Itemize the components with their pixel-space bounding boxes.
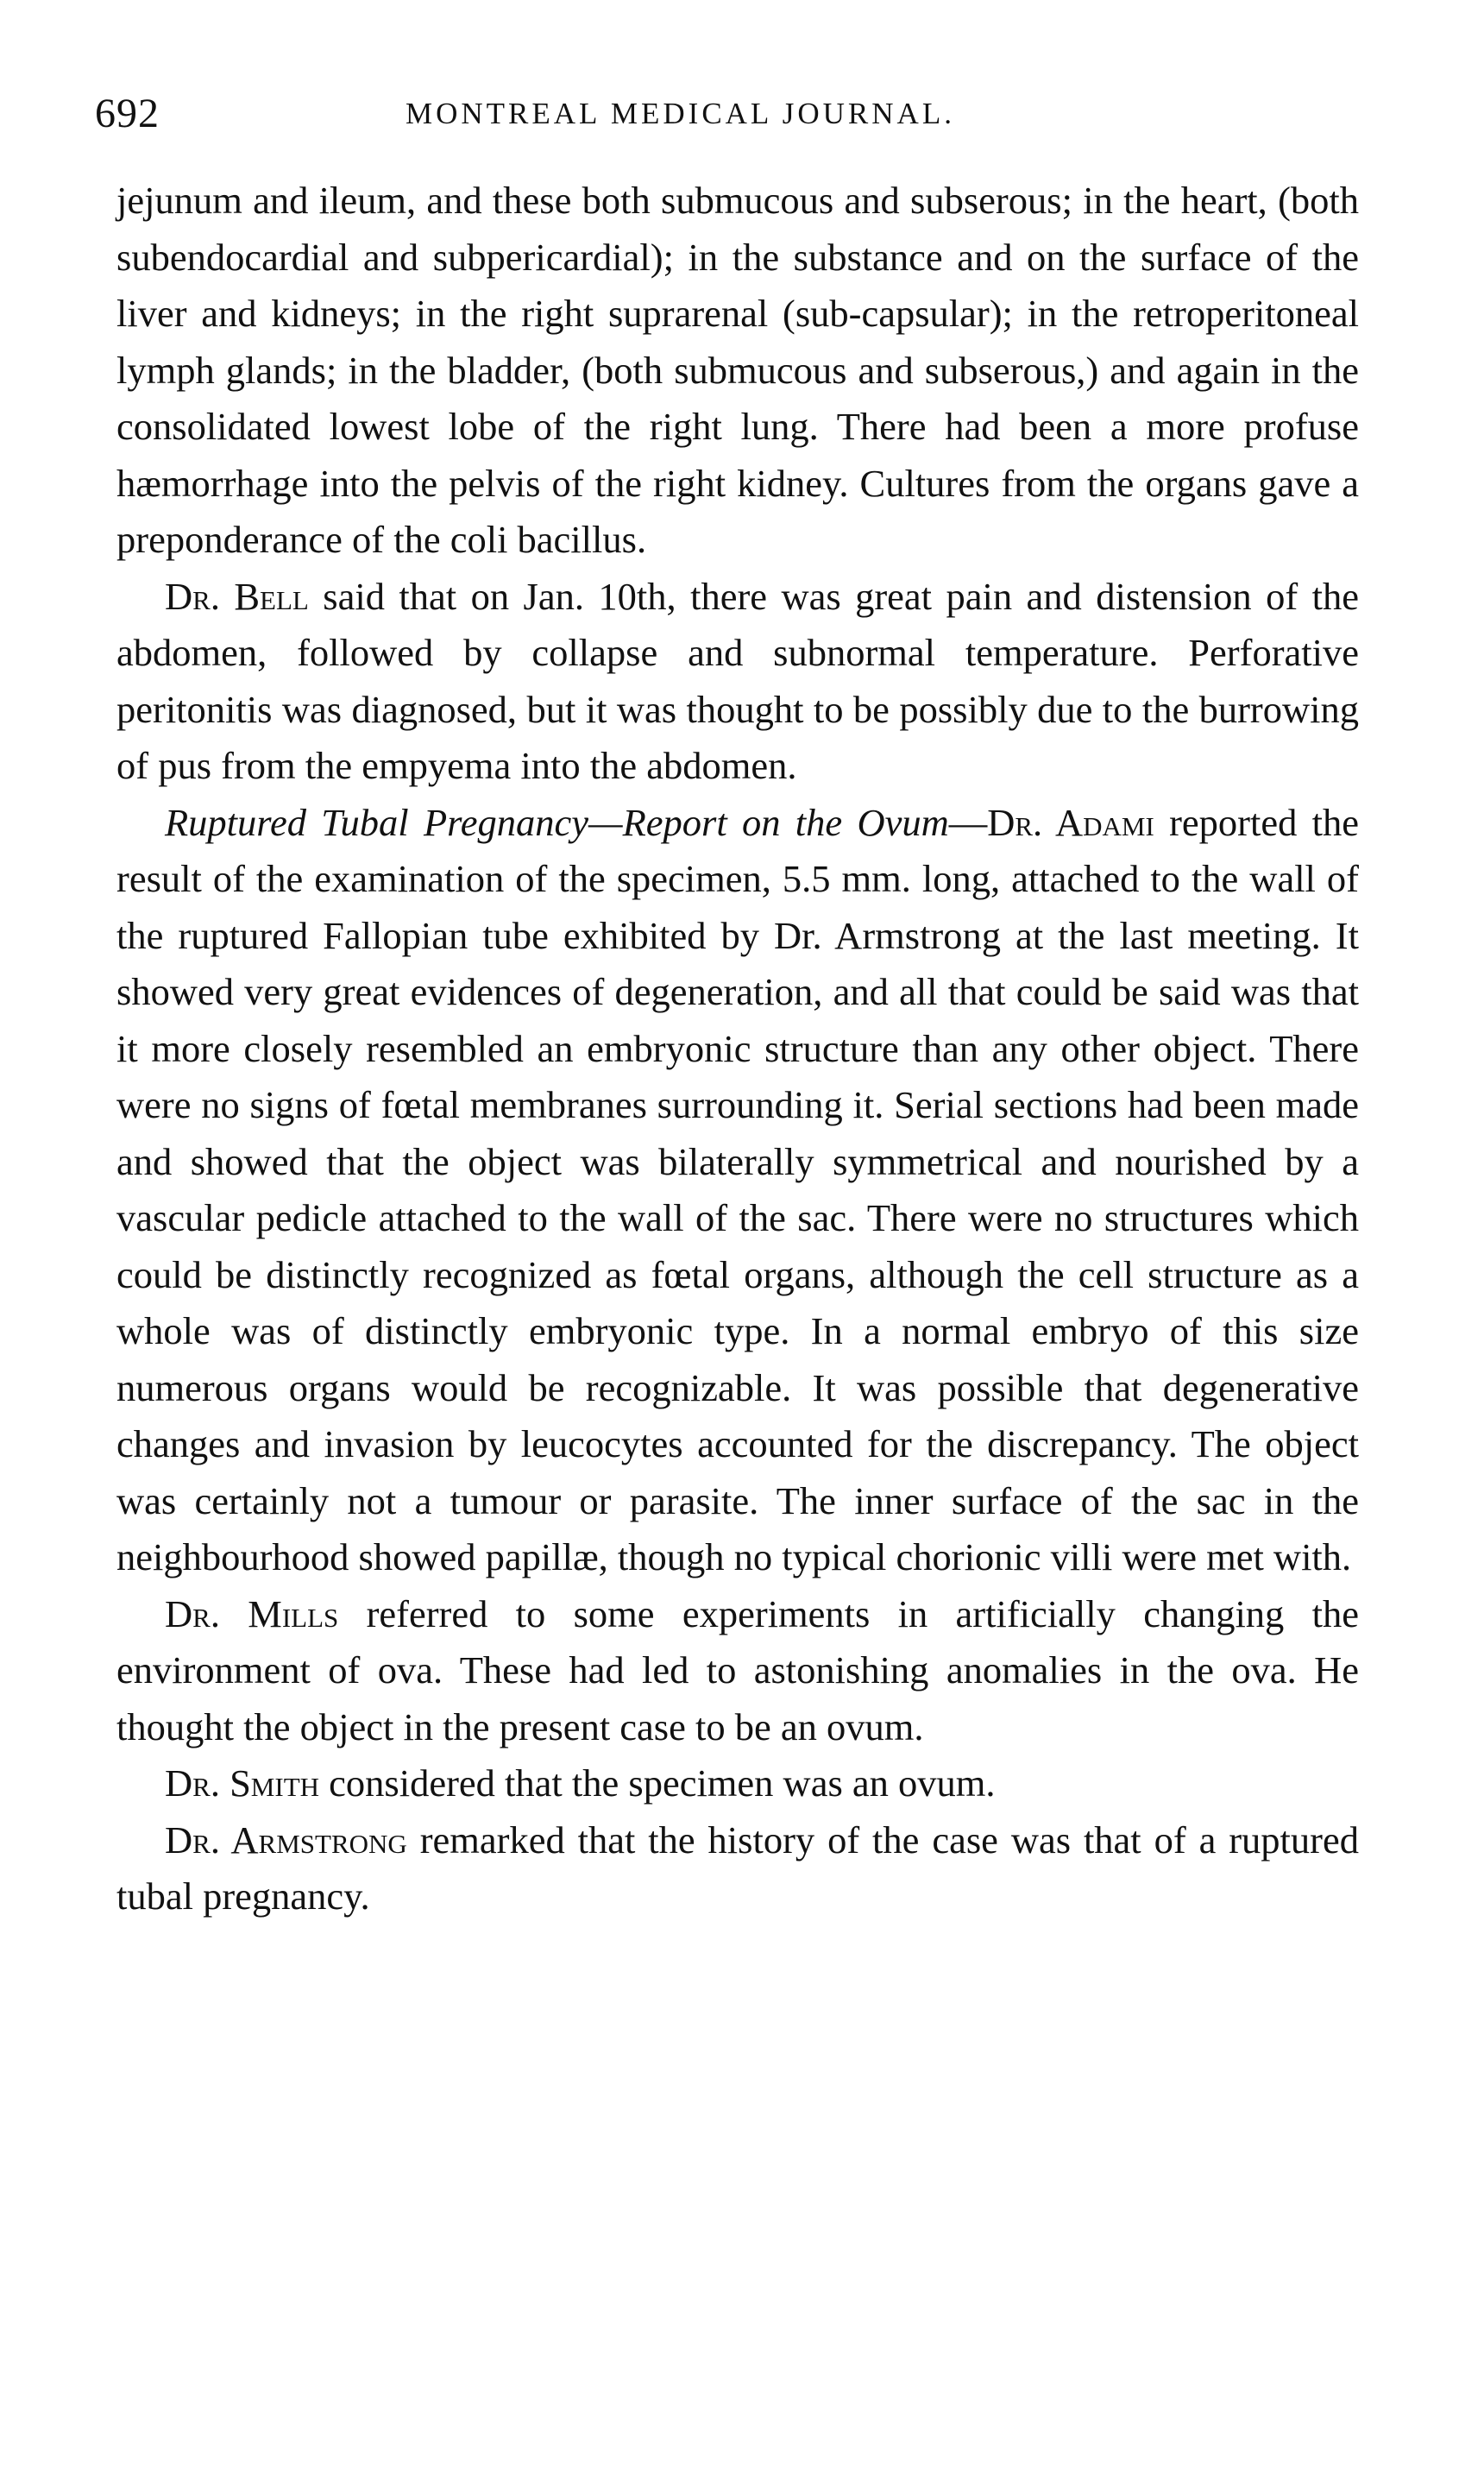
paragraph-text: considered that the specimen was an ovum. — [319, 1761, 996, 1805]
paragraph-text: jejunum and ileum, and these both submucous and subserous; in the heart, (both subendocardial and subpericardial); in the substance and on the surface of the liver and kidneys; in the right suprarenal (sub-capsular); in the retroperitoneal lymph glands; in the bladder, (both submucous and subserous,) and again in the consolidated lowest lobe of the right lung. There had been a more profuse hæmorrhage into the pelvis of the right kidney. Cultures from the organs gave a preponderance of the coli bacillus. — [116, 179, 1359, 561]
speaker-name: Dr. Smith — [165, 1761, 320, 1805]
page-header — [95, 85, 1372, 145]
section-title: Ruptured Tubal Pregnancy—Report on the Ovum — [165, 800, 949, 844]
speaker-name: Dr. Adami — [987, 800, 1154, 844]
paragraph-dr-armstrong — [116, 1812, 1359, 1925]
paragraph-dr-smith — [116, 1755, 1359, 1812]
paragraph-text: remarked that the history of the case was that of a ruptured tubal pregnancy. — [116, 1818, 1359, 1918]
title-dash: — — [948, 800, 988, 844]
running-head: MONTREAL MEDICAL JOURNAL. — [406, 97, 955, 130]
paragraph-dr-mills — [116, 1586, 1359, 1756]
body-text — [116, 173, 1359, 1925]
speaker-name: Dr. Mills — [165, 1591, 339, 1635]
paragraph-dr-bell — [116, 569, 1359, 795]
paragraph-ruptured-tubal-pregnancy — [116, 795, 1359, 1586]
paragraph-text: said that on Jan. 10th, there was great pain and distension of the abdomen, followed by collapse and subnormal temperature. Perforative peritonitis was diagnosed, but it was thought to be possibly due to the burrowing of pus from the empyema into the abdomen. — [116, 574, 1359, 787]
speaker-name: Dr. Bell — [165, 574, 309, 618]
paragraph-text: reported the result of the examination of the specimen, 5.5 mm. long, attached to the wall of the ruptured Fallopian tube exhibited by Dr. Armstrong at the last meeting. It showed very great evidences of degeneration, and all that could be said was that it more closely resembled an embryonic structure than any other object. There were no signs of fœtal membranes surrounding it. Serial sections had been made and showed that the object was bilaterally symmetrical and nourished by a vascular pedicle attached to the wall of the sac. There were no structures which could be distinctly recognized as fœtal organs, although the cell structure as a whole was of distinctly embryonic type. In a normal embryo of this size numerous organs would be recognizable. It was possible that degenerative changes and invasion by leucocytes accounted for the discrepancy. The object was certainly not a tumour or parasite. The inner surface of the sac in the neighbourhood showed papillæ, though no typical chorionic villi were met with. — [116, 800, 1360, 1578]
paragraph-text: referred to some experiments in artificially changing the environment of ova. These had led to astonishing anomalies in the ova. He thought the object in the present case to be an ovum. — [116, 1591, 1359, 1748]
paragraph-continuation — [116, 173, 1359, 569]
speaker-name: Dr. Armstrong — [165, 1818, 407, 1862]
page-number: 692 — [95, 91, 160, 136]
